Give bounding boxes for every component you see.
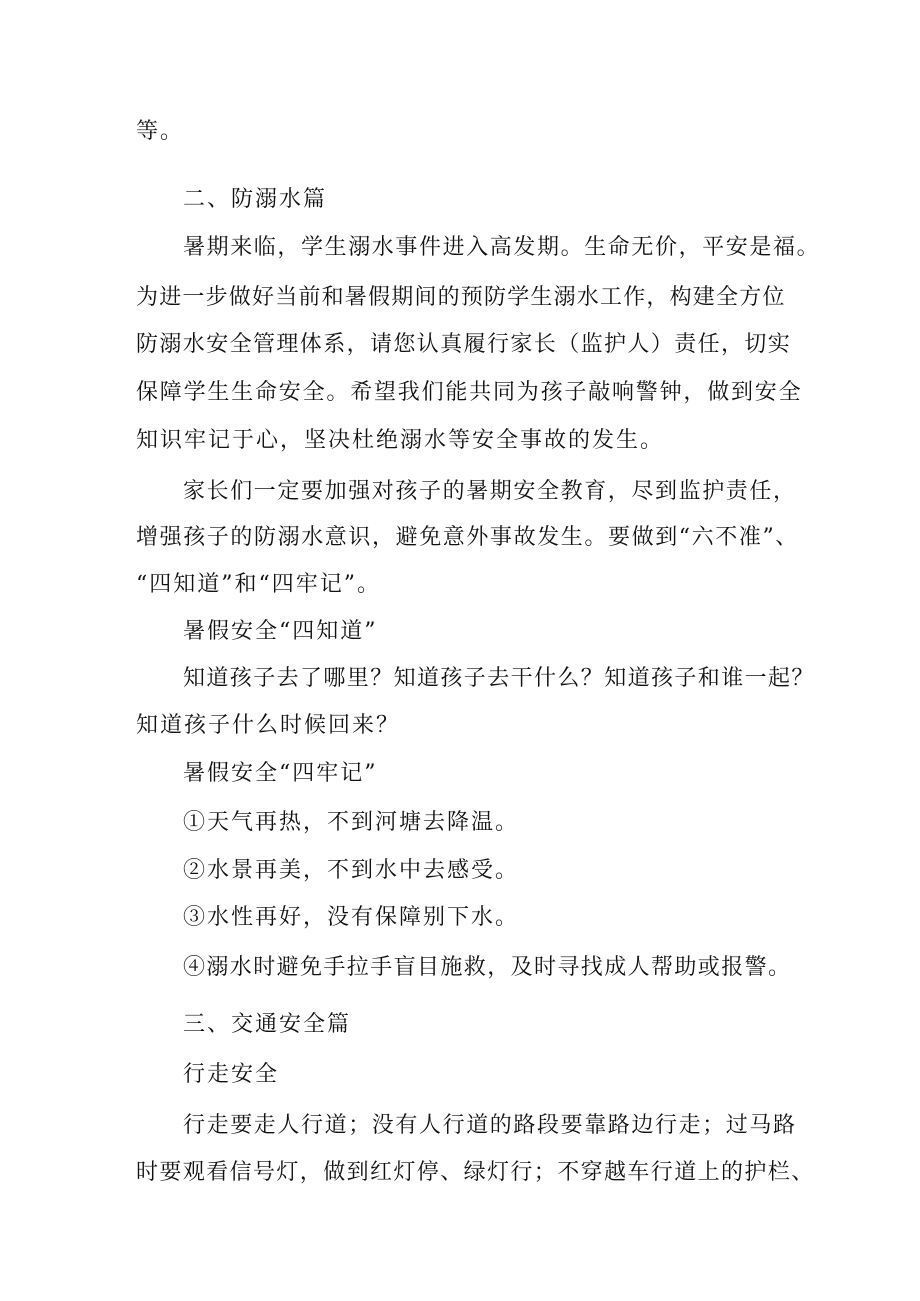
subheading-four-remembers: 暑假安全“四牢记” (183, 761, 378, 786)
paragraph-line: “四知道”和“四牢记”。 (136, 572, 381, 597)
paragraph-line: 知道孩子什么时候回来？ (136, 713, 401, 738)
list-item: ①天气再热，不到河塘去降温。 (183, 810, 520, 835)
paragraph-line: 时要观看信号灯，做到红灯停、绿灯行；不穿越车行道上的护栏、 (136, 1160, 815, 1185)
paragraph-tail-line: 等。 (136, 119, 185, 144)
paragraph-line: 为进一步做好当前和暑假期间的预防学生溺水工作，构建全方位 (136, 285, 786, 310)
list-item: ④溺水时避免手拉手盲目施救，及时寻找成人帮助或报警。 (183, 955, 792, 980)
paragraph-line: 增强孩子的防溺水意识，避免意外事故发生。要做到“六不准”、 (136, 525, 799, 550)
paragraph-line: 防溺水安全管理体系，请您认真履行家长（监护人）责任，切实 (136, 332, 792, 357)
subheading-walking-safety: 行走安全 (183, 1062, 280, 1087)
paragraph-line: 行走要走人行道；没有人行道的路段要靠路边行走；过马路 (183, 1113, 797, 1138)
section-heading-drowning: 二、防溺水篇 (183, 187, 328, 212)
paragraph-line: 保障学生生命安全。希望我们能共同为孩子敲响警钟，做到安全 (136, 380, 803, 405)
paragraph-line: 知道孩子去了哪里？知道孩子去干什么？知道孩子和谁一起？ (183, 666, 815, 691)
list-item: ②水景再美，不到水中去感受。 (183, 858, 520, 883)
paragraph-line: 暑期来临，学生溺水事件进入高发期。生命无价，平安是福。 (183, 235, 821, 260)
paragraph-line: 家长们一定要加强对孩子的暑期安全教育，尽到监护责任， (183, 479, 797, 504)
subheading-four-knows: 暑假安全“四知道” (183, 619, 378, 644)
list-item: ③水性再好，没有保障别下水。 (183, 905, 520, 930)
paragraph-line: 知识牢记于心，坚决杜绝溺水等安全事故的发生。 (136, 428, 665, 453)
section-heading-traffic: 三、交通安全篇 (183, 1012, 352, 1037)
